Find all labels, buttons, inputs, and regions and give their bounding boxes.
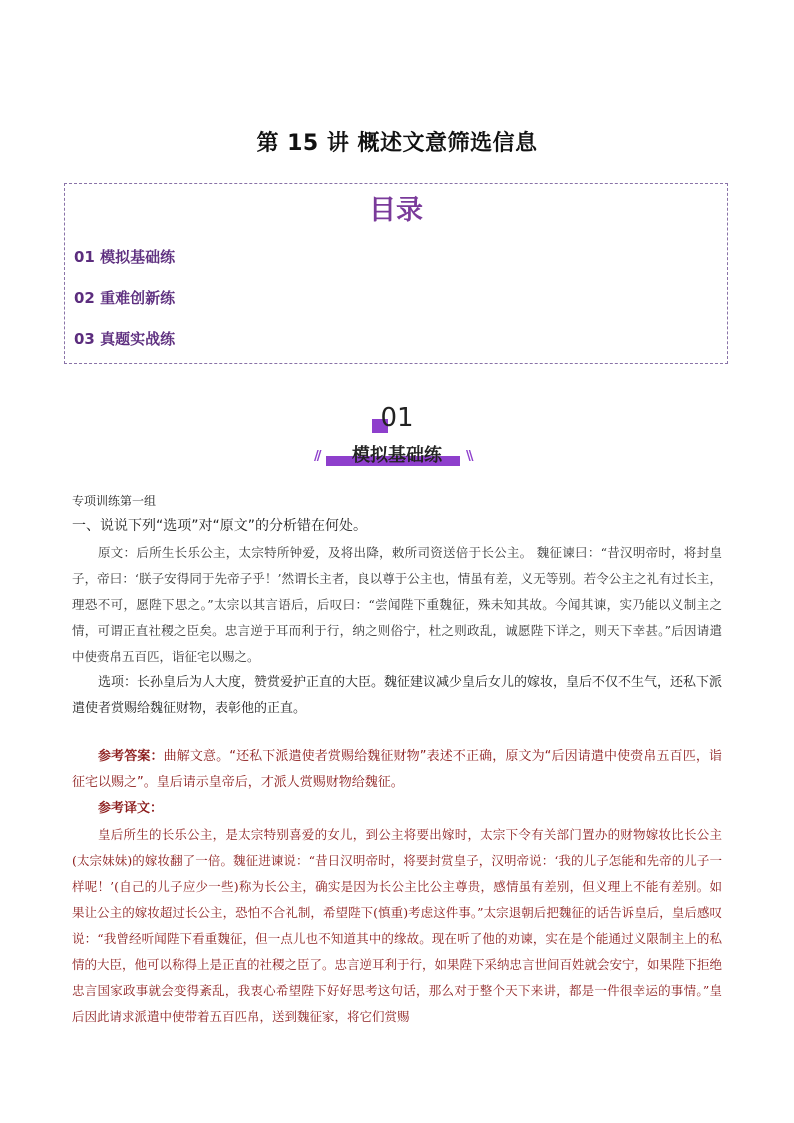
question-text: 一、说说下列“选项”对“原文”的分析错在何处。	[72, 518, 368, 534]
option-text: 选项：长孙皇后为人大度，赞赏爱护正直的大臣。魏征建议减少皇后女儿的嫁妆，皇后不仅不生气，还私下派遣使者赏赐给魏征财物，表彰他的正直。	[72, 675, 723, 716]
section-slash-left: //	[314, 449, 320, 464]
answer-label: 参考答案：	[98, 749, 164, 764]
section-number: 01	[380, 403, 414, 433]
toc-item-3[interactable]: 03 真题实战练	[74, 330, 176, 348]
answer-block	[72, 744, 722, 796]
toc-item-2[interactable]: 02 重难创新练	[74, 289, 176, 307]
group-label: 专项训练第一组	[72, 494, 157, 508]
translation-label: 参考译文：	[98, 801, 164, 816]
toc-item-1[interactable]: 01 模拟基础练	[74, 248, 176, 266]
answer-text: 曲解文意。“还私下派遣使者赏赐给魏征财物”表述不正确，原文为“后因请遣中使赍帛五百匹，诣征宅以赐之”。皇后请示皇帝后，才派人赏赐财物给魏征。	[72, 749, 722, 790]
section-title: 模拟基础练	[352, 445, 442, 466]
translation-text: 皇后所生的长乐公主，是太宗特别喜爱的女儿，到公主将要出嫁时，太宗下令有关部门置办的财物嫁妆比长公主(太宗妹妹)的嫁妆翻了一倍。魏征进谏说：“昔日汉明帝时，将要封赏皇子，汉明帝说：‘我的儿子怎能和先帝的儿子一样呢！’(自己的儿子应少一些)称为长公主，确实是因为长公主比公主尊贵，感情虽有差别，但义理上不能有差别。如果让公主的嫁妆超过长公主，恐怕不合礼制，希望陛下(慎重)考虑这件事。”太宗退朝后把魏征的话告诉皇后，皇后感叹说：“我曾经听闻陛下看重魏征，但一点儿也不知道其中的缘故。现在听了他的劝谏，实在是个能通过义限制主上的私情的大臣，他可以称得上是正直的社稷之臣了。忠言逆耳利于行，如果陛下采纳忠言世间百姓就会安宁，如果陛下拒绝忠言国家政事就会变得紊乱，我衷心希望陛下好好思考这句话，那么对于整个天下来讲，都是一件很幸运的事情。”皇后因此请求派遣中使带着五百匹帛，送到魏征家，将它们赏赐	[72, 827, 723, 1024]
table-of-contents	[64, 183, 728, 364]
toc-heading: 目录	[369, 195, 423, 226]
original-text: 原文：后所生长乐公主，太宗特所钟爱，及将出降，敕所司资送倍于长公主。 魏征谏曰：“昔汉明帝时，将封皇子，帝曰：‘朕子安得同于先帝子乎！’然谓长主者，良以尊于公主也，情虽有差，义无等别。若令公主之礼有过长主，理恐不可，愿陛下思之。”太宗以其言语后，后叹曰：“尝闻陛下重魏征，殊未知其故。今闻其谏，实乃能以义制主之情，可谓正直社稷之臣矣。忠言逆于耳而利于行，纳之则俗宁，杜之则政乱，诚愿陛下详之，则天下幸甚。”后因请遣中使赍帛五百匹，诣征宅以赐之。	[72, 545, 722, 664]
page-title: 第 15 讲 概述文意筛选信息	[256, 131, 538, 156]
section-slash-right: \\	[466, 449, 472, 464]
